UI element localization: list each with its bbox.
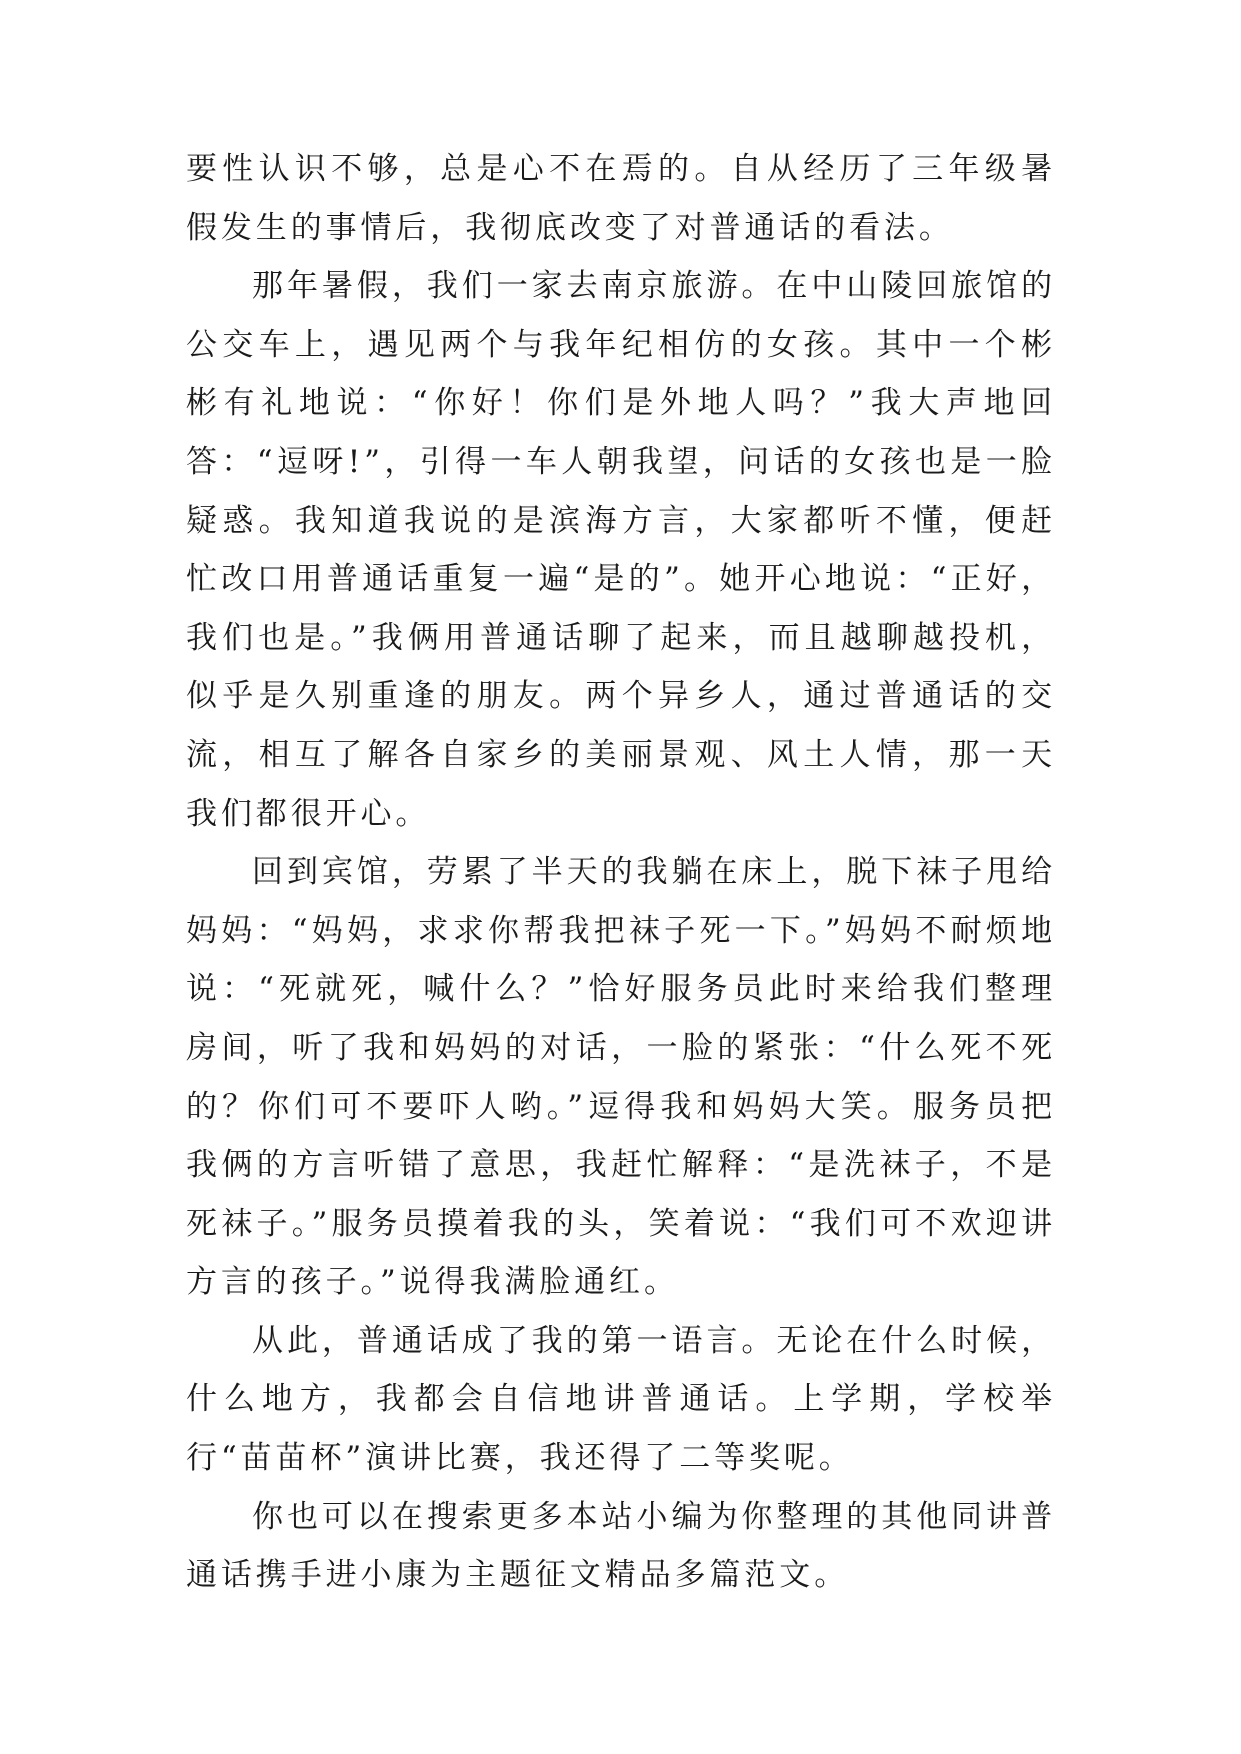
paragraph-footer-note: 你也可以在搜索更多本站小编为你整理的其他同讲普通话携手进小康为主题征文精品多篇范文。 — [186, 1498, 1056, 1594]
paragraph-conclusion: 从此，普通话成了我的第一语言。无论在什么时候，什么地方，我都会自信地讲普通话。上学期，学校举行“苗苗杯”演讲比赛，我还得了二等奖呢。 — [186, 1322, 1056, 1477]
document-body — [186, 140, 1056, 1605]
paragraph-continuation: 要性认识不够，总是心不在焉的。自从经历了三年级暑假发生的事情后，我彻底改变了对普通话的看法。 — [186, 151, 1056, 246]
paragraph-trip-to-nanjing: 那年暑假，我们一家去南京旅游。在中山陵回旅馆的公交车上，遇见两个与我年纪相仿的女孩。其中一个彬彬有礼地说：“你好！你们是外地人吗？”我大声地回答：“逗呀!”，引得一车人朝我望，问话的女孩也是一脸疑惑。我知道我说的是滨海方言，大家都听不懂，便赶忙改口用普通话重复一遍“是的”。她开心地说：“正好，我们也是。”我俩用普通话聊了起来，而且越聊越投机，似乎是久别重逢的朋友。两个异乡人，通过普通话的交流，相互了解各自家乡的美丽景观、风土人情，那一天我们都很开心。 — [186, 268, 1056, 832]
paragraph-hotel-story: 回到宾馆，劳累了半天的我躺在床上，脱下袜子甩给妈妈：“妈妈，求求你帮我把袜子死一下。”妈妈不耐烦地说：“死就死，喊什么？”恰好服务员此时来给我们整理房间，听了我和妈妈的对话，一脸的紧张：“什么死不死的？你们可不要吓人哟。”逗得我和妈妈大笑。服务员把我俩的方言听错了意思，我赶忙解释：“是洗袜子，不是死袜子。”服务员摸着我的头，笑着说：“我们可不欢迎讲方言的孩子。”说得我满脸通红。 — [186, 854, 1056, 1301]
